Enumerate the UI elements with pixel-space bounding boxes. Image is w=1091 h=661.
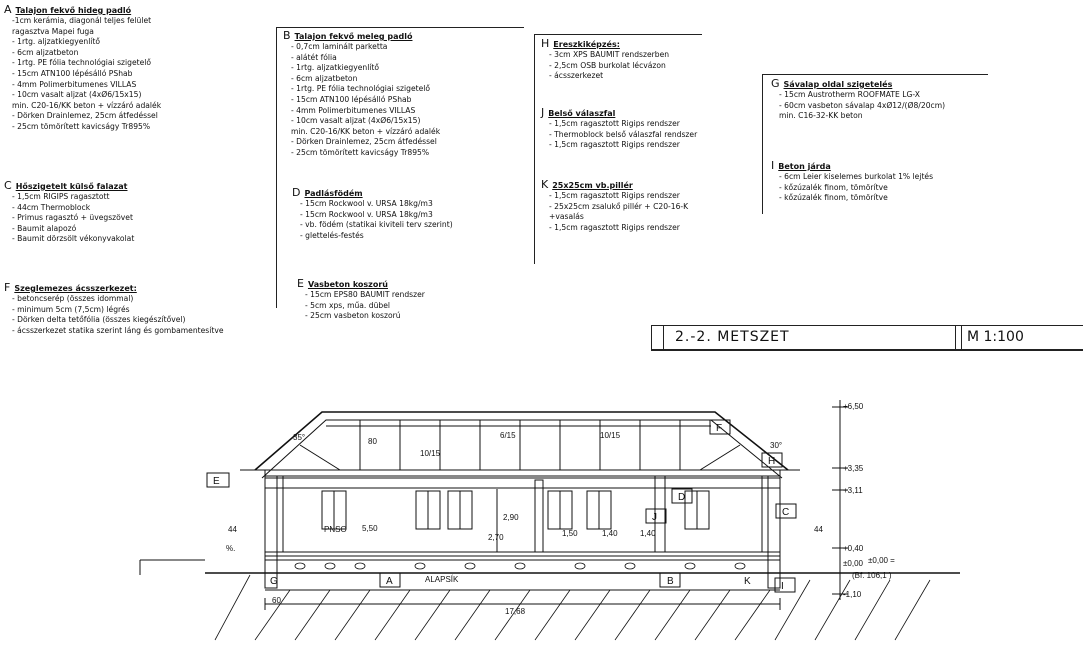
- height-label: 2,70: [488, 533, 504, 542]
- scale-label: M 1:100: [967, 329, 1024, 345]
- dimension-label: 10/15: [600, 431, 621, 440]
- legend-item: - 1,5cm ragasztott Rigips rendszer: [549, 119, 680, 128]
- level-label: +6,50: [843, 402, 864, 411]
- legend-item: - Dörken Drainlemez, 25cm átfedéssel: [291, 137, 437, 147]
- legend-letter: A: [4, 3, 12, 16]
- legend-letter: C: [4, 179, 12, 192]
- section-tag-label: G: [270, 576, 278, 587]
- legend-item: min. C20-16/KK beton + vízzáró adalék: [12, 100, 162, 110]
- legend-item: - minimum 5cm (7,5cm) légrés: [12, 304, 130, 314]
- legend-title: Vasbeton koszorú: [307, 280, 388, 289]
- section-tag-label: K: [744, 576, 751, 587]
- legend-title: Talajon fekvő hideg padló: [15, 6, 132, 15]
- legend-title: Padlásfödém: [304, 189, 363, 198]
- legend-item: - 25cm vasbeton koszorú: [305, 311, 401, 321]
- level-label: +3,11: [843, 486, 863, 495]
- section-tag-label: A: [386, 576, 393, 587]
- legend-letter: G: [771, 77, 780, 90]
- legend-item: - 6cm Leier kiselemes burkolat 1% lejtés: [779, 172, 934, 181]
- legend-item: - 10cm vasalt aljzat (4xØ6/15x15): [12, 90, 142, 100]
- legend-item: - glettelés-festés: [300, 230, 364, 240]
- section-tag-label: H: [768, 456, 776, 467]
- legend-letter: J: [541, 106, 545, 119]
- legend-item: - 6cm aljzatbeton: [291, 73, 358, 83]
- dimension-label: 60: [272, 596, 281, 605]
- legend-letter: I: [771, 159, 775, 172]
- legend-item: - 44cm Thermoblock: [12, 202, 91, 212]
- legend-item: - 15cm Austrotherm ROOFMATE LG-X: [779, 90, 920, 99]
- legend-item: - Baumit alapozó: [12, 223, 77, 233]
- legend-letter: E: [297, 277, 304, 290]
- legend-item: - 1rtg. aljzatkiegyenlítő: [12, 37, 101, 47]
- dimension-label: 44: [814, 525, 823, 534]
- legend-item: - 5cm xps, műa. dübel: [305, 300, 390, 310]
- ground-reference-label: (Bf. 106,1 ): [852, 571, 892, 580]
- legend-item: - 1,5cm ragasztott Rigips rendszer: [549, 191, 680, 200]
- legend-title: Beton járda: [778, 162, 831, 171]
- legend-item: - 1,5cm RIGIPS ragasztott: [12, 192, 110, 201]
- level-label: -1,10: [843, 590, 862, 599]
- legend-item: - ácsszerkezet: [549, 71, 604, 81]
- foundation-plane-label: ALAPSÍK: [425, 575, 459, 584]
- section-tag-label: B: [667, 576, 674, 587]
- legend-item: - 10cm vasalt aljzat (4xØ6/15x15): [291, 116, 421, 126]
- legend-item: - 25cm tömörített kavicságy Tr895%: [12, 121, 151, 131]
- legend-item: - 3cm XPS BAUMIT rendszerben: [549, 50, 670, 59]
- legend-item: - 15cm ATN100 lépésálló PShab: [12, 68, 133, 78]
- legend-item: - 4mm Polimerbitumenes VILLAS: [12, 79, 137, 89]
- legend-item: - Dörken Drainlemez, 25cm átfedéssel: [12, 111, 158, 121]
- legend-item: ragasztva Mapei fuga: [12, 26, 94, 36]
- legend-title: Belső válaszfal: [548, 109, 616, 118]
- legend-item: - 15cm ATN100 lépésálló PShab: [291, 94, 412, 104]
- legend-item: - 15cm EPS80 BAUMIT rendszer: [305, 290, 425, 299]
- level-label: ±0,00: [843, 559, 863, 568]
- legend-item: - Thermoblock belső válaszfal rendszer: [549, 129, 698, 139]
- legend-item: - kőzúzalék finom, tömörítve: [779, 193, 888, 203]
- section-tag-label: C: [782, 507, 790, 518]
- legend-title: Sávalap oldal szigetelés: [783, 80, 893, 89]
- legend-item: - 25x25cm zsalukő pillér + C20-16-K: [549, 201, 689, 211]
- legend-item: min. C16-32-KK beton: [779, 111, 863, 121]
- legend-item: - 6cm aljzatbeton: [12, 47, 79, 57]
- legend-item: - 1,5cm ragasztott Rigips rendszer: [549, 140, 680, 150]
- legend-item: - kőzúzalék finom, tömörítve: [779, 182, 888, 192]
- level-label: +3,35: [843, 464, 864, 473]
- legend-letter: F: [4, 281, 11, 294]
- section-tag-label: D: [678, 492, 686, 503]
- legend-item: - 1rtg. aljzatkiegyenlítő: [291, 63, 380, 73]
- legend-title: Talajon fekvő meleg padló: [294, 32, 413, 41]
- legend-item: - 25cm tömörített kavicságy Tr895%: [291, 147, 430, 157]
- legend-item: - 2,5cm OSB burkolat lécvázon: [549, 60, 666, 70]
- height-label: 2,90: [503, 513, 519, 522]
- legend-item: - Dörken delta tetőfólia (összes kiegészítővel): [12, 315, 186, 325]
- dimension-label: 5,50: [362, 524, 378, 533]
- dimension-label: 30°: [770, 441, 783, 450]
- legend-item: -1cm kerámia, diagonál teljes felület: [12, 16, 152, 25]
- section-tag-label: F: [716, 423, 723, 434]
- section-tag-label: E: [213, 476, 220, 487]
- ground-reference-label: ±0,00 =: [868, 556, 895, 565]
- legend-item: min. C20-16/KK beton + vízzáró adalék: [291, 126, 441, 136]
- legend-letter: K: [541, 178, 549, 191]
- section-title: 2.-2. METSZET: [675, 329, 790, 345]
- section-tag-label: J: [652, 512, 657, 523]
- dimension-label: 1,40: [640, 529, 656, 538]
- legend-item: - Primus ragasztó + üvegszövet: [12, 213, 133, 223]
- dimension-label: 1,50: [562, 529, 578, 538]
- legend-item: - 1rtg. PE fólia technológiai szigetelő: [12, 58, 152, 68]
- legend-title: Hőszigetelt külső falazat: [15, 182, 128, 191]
- legend-letter: B: [283, 29, 291, 42]
- slope-label: %.: [226, 544, 236, 553]
- legend-item: - 0,7cm laminált parketta: [291, 42, 388, 51]
- legend-item: - 15cm Rockwool v. URSA 18kg/m3: [300, 199, 433, 208]
- dimension-label: 6/15: [500, 431, 516, 440]
- dimension-label: 44: [228, 525, 237, 534]
- level-label: +0,40: [843, 544, 864, 553]
- legend-item: - betoncserép (összes idommal): [12, 294, 134, 303]
- legend-letter: D: [292, 186, 301, 199]
- dimension-label: 10/15: [420, 449, 441, 458]
- legend-item: - alátét fólia: [291, 52, 337, 62]
- section-tag-label: I: [781, 581, 784, 592]
- dimension-label: 35°: [293, 433, 306, 442]
- legend-item: - 1rtg. PE fólia technológiai szigetelő: [291, 84, 431, 94]
- legend-item: - vb. födém (statikai kiviteli terv szerint): [300, 220, 453, 230]
- legend-title: 25x25cm vb.pillér: [552, 181, 633, 190]
- legend-letter: H: [541, 37, 550, 50]
- legend-title: Ereszkiképzés:: [553, 40, 620, 49]
- legend-item: - ácsszerkezet statika szerint láng és gombamentesítve: [12, 325, 224, 335]
- legend-item: - 15cm Rockwool v. URSA 18kg/m3: [300, 209, 433, 219]
- legend-item: +vasalás: [549, 212, 584, 222]
- room-label: PNSO: [324, 525, 347, 534]
- legend-title: Szeglemezes ácsszerkezet:: [14, 284, 137, 293]
- legend-item: - 60cm vasbeton sávalap 4xØ12/(Ø8/20cm): [779, 100, 946, 110]
- dimension-label: 1,40: [602, 529, 618, 538]
- dimension-label: 17,68: [505, 607, 526, 616]
- dimension-label: 80: [368, 437, 377, 446]
- legend-item: - 4mm Polimerbitumenes VILLAS: [291, 105, 416, 115]
- legend-item: - Baumit dörzsölt vékonyvakolat: [12, 234, 135, 244]
- legend-item: - 1,5cm ragasztott Rigips rendszer: [549, 222, 680, 232]
